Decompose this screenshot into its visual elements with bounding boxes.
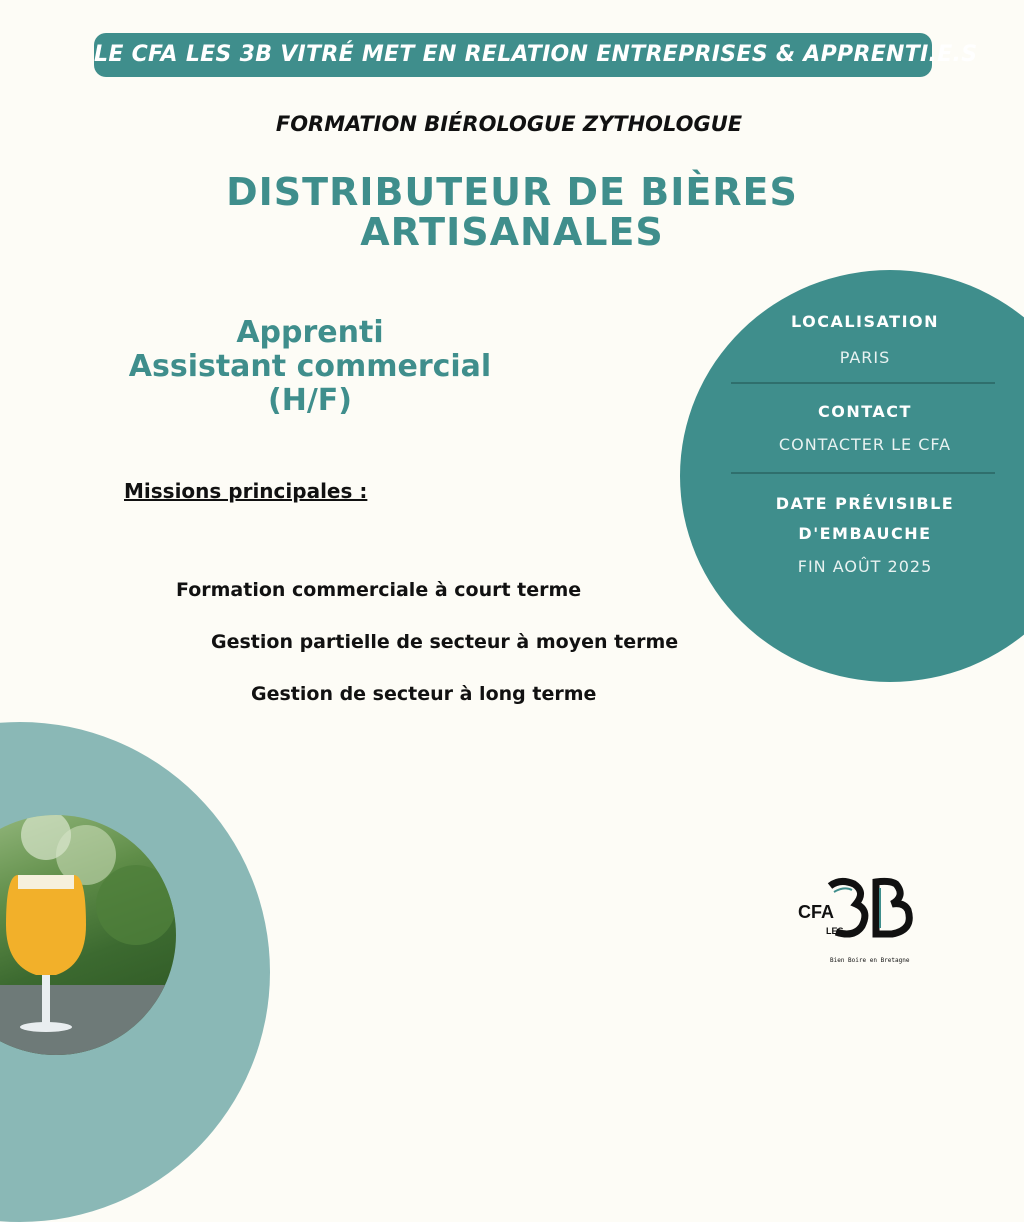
job-role — [90, 316, 530, 418]
title-line-2: ARTISANALES — [360, 210, 664, 254]
contact-value: CONTACTER LE CFA — [778, 435, 952, 454]
formation-subtitle: FORMATION BIÉROLOGUE ZYTHOLOGUE — [275, 112, 743, 136]
logo-tagline: Bien Boire en Bretagne — [830, 957, 910, 964]
info-divider — [731, 472, 995, 474]
logo-les-text: LES — [826, 926, 844, 936]
title-line-1: DISTRIBUTEUR DE BIÈRES — [226, 170, 798, 214]
date-label-line-1: DATE PRÉVISIBLE — [775, 494, 955, 513]
top-banner: LE CFA LES 3B VITRÉ MET EN RELATION ENTREPRISES & APPRENTI.E.S — [94, 33, 932, 77]
mission-item: Gestion partielle de secteur à moyen terme — [211, 631, 679, 653]
mission-item: Gestion de secteur à long terme — [251, 683, 597, 705]
role-line-1: Apprenti — [236, 315, 384, 350]
contact-label: CONTACT — [818, 402, 912, 421]
date-label-line-2: D'EMBAUCHE — [798, 524, 932, 543]
missions-heading: Missions principales : — [124, 479, 368, 503]
cfa-3b-logo-icon — [796, 876, 926, 966]
date-value: FIN AOÛT 2025 — [797, 557, 933, 576]
mission-item: Formation commerciale à court terme — [176, 579, 582, 601]
contact-block — [700, 402, 1024, 454]
date-block — [700, 489, 1024, 576]
localisation-label: LOCALISATION — [790, 312, 940, 331]
role-line-2: Assistant commercial — [128, 349, 492, 384]
localisation-block — [700, 312, 1024, 367]
logo-cfa-text: CFA — [798, 902, 834, 922]
cfa-logo — [796, 876, 926, 966]
info-divider — [731, 382, 995, 384]
localisation-value: PARIS — [839, 348, 891, 367]
role-line-3: (H/F) — [268, 383, 352, 418]
page-title — [0, 172, 1024, 252]
